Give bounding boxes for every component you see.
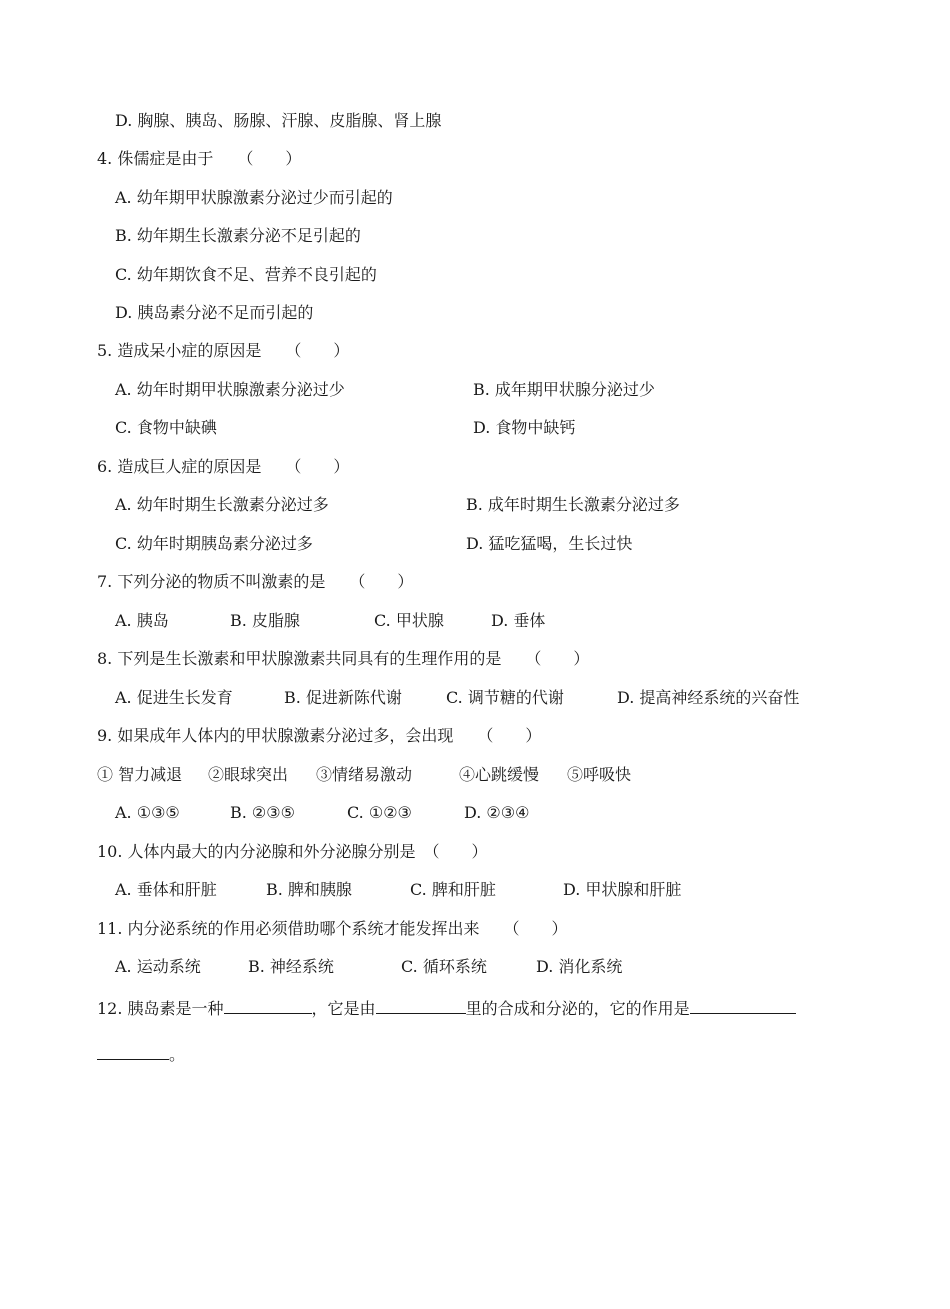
question-5: 5. 造成呆小症的原因是 （ ） [97,341,350,360]
q10-option-b: B. 脾和胰腺 [266,880,352,899]
q9-option-d: D. ②③④ [464,803,530,822]
q6-option-a: A. 幼年时期生长激素分泌过多 [115,495,329,514]
q12-blank-2[interactable] [376,997,466,1014]
q12-blank-3-continued[interactable] [97,1043,169,1060]
question-11: 11. 内分泌系统的作用必须借助哪个系统才能发挥出来 （ ） [97,919,568,938]
q12-continuation [97,1043,185,1065]
question-6: 6. 造成巨人症的原因是 （ ） [97,457,350,476]
q12-text-3: 里的合成和分泌的，它的作用是 [465,999,690,1018]
q12-blank-3[interactable] [690,997,796,1014]
q5-option-b: B. 成年期甲状腺分泌过少 [473,380,655,399]
q7-option-c: C. 甲状腺 [374,611,444,630]
q9-option-c: C. ①②③ [347,803,412,822]
q9-option-b: B. ②③⑤ [230,803,295,822]
q4-option-b: B. 幼年期生长激素分泌不足引起的 [115,226,361,245]
q9-statement-2: ②眼球突出 [208,765,289,784]
question-4: 4. 侏儒症是由于 （ ） [97,149,302,168]
q12-text-2: ，它是由 [311,999,376,1018]
q11-option-a: A. 运动系统 [115,957,201,976]
q6-option-c: C. 幼年时期胰岛素分泌过多 [115,534,313,553]
q5-option-d: D. 食物中缺钙 [473,418,576,437]
q11-option-b: B. 神经系统 [248,957,334,976]
q9-statement-4: ④心跳缓慢 [459,765,540,784]
q8-option-c: C. 调节糖的代谢 [446,688,564,707]
q12-text-1: 12. 胰岛素是一种 [97,999,224,1018]
q10-option-a: A. 垂体和肝脏 [115,880,217,899]
q11-option-c: C. 循环系统 [401,957,487,976]
question-7: 7. 下列分泌的物质不叫激素的是 （ ） [97,572,414,591]
q9-option-a: A. ①③⑤ [115,803,180,822]
q9-statement-5: ⑤呼吸快 [567,765,632,784]
q7-option-a: A. 胰岛 [115,611,169,630]
q11-option-d: D. 消化系统 [536,957,623,976]
q7-option-b: B. 皮脂腺 [230,611,300,630]
q12-blank-1[interactable] [224,997,312,1014]
question-9: 9. 如果成年人体内的甲状腺激素分泌过多，会出现 （ ） [97,726,542,745]
question-8: 8. 下列是生长激素和甲状腺激素共同具有的生理作用的是 （ ） [97,649,590,668]
q4-option-a: A. 幼年期甲状腺激素分泌过少而引起的 [115,188,393,207]
q10-option-d: D. 甲状腺和肝脏 [563,880,682,899]
q9-statement-1: ① 智力减退 [97,765,183,784]
q5-option-c: C. 食物中缺碘 [115,418,217,437]
question-12 [97,997,796,1019]
q9-statement-3: ③情绪易激动 [316,765,413,784]
q10-option-c: C. 脾和肝脏 [410,880,496,899]
q4-option-d: D. 胰岛素分泌不足而引起的 [115,303,314,322]
q8-option-a: A. 促进生长发育 [115,688,233,707]
q8-option-d: D. 提高神经系统的兴奋性 [617,688,800,707]
q12-end-mark: 。 [169,1045,186,1064]
question-10: 10. 人体内最大的内分泌腺和外分泌腺分别是 （ ） [97,842,488,861]
q5-option-a: A. 幼年时期甲状腺激素分泌过少 [115,380,345,399]
q6-option-b: B. 成年时期生长激素分泌过多 [466,495,680,514]
q7-option-d: D. 垂体 [491,611,546,630]
q6-option-d: D. 猛吃猛喝，生长过快 [466,534,633,553]
q3-option-d: D. 胸腺、胰岛、肠腺、汗腺、皮脂腺、肾上腺 [115,111,442,130]
q4-option-c: C. 幼年期饮食不足、营养不良引起的 [115,265,377,284]
q8-option-b: B. 促进新陈代谢 [284,688,402,707]
